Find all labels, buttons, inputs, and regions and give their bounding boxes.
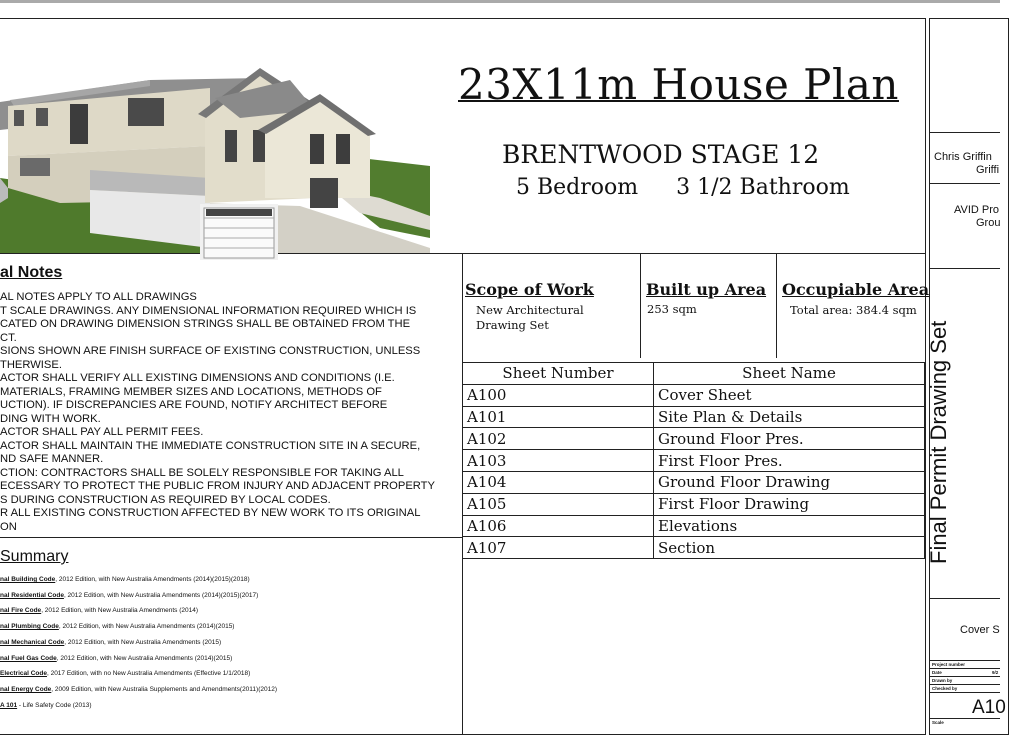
code-name: nal Energy Code — [0, 685, 52, 693]
note-line: CATED ON DRAWING DIMENSION STRINGS SHALL BE OBTAINED FROM THE — [0, 318, 411, 330]
tb-divider-5 — [929, 660, 1000, 661]
note-line: CTION: CONTRACTORS SHALL BE SOLELY RESPONSIBLE FOR TAKING ALL — [0, 466, 404, 479]
note-line: CT. — [0, 331, 17, 344]
note-line: SIONS SHOWN ARE FINISH SURFACE OF EXISTING CONSTRUCTION, UNLESS — [0, 345, 421, 357]
house-render-image — [0, 38, 430, 253]
note-line: ACTOR SHALL VERIFY ALL EXISTING DIMENSIONS AND CONDITIONS (I.E. — [0, 372, 395, 384]
tb-divider-6 — [929, 668, 1000, 669]
code-desc: , 2012 Edition, with New Australia Amendments (2014)(2015)(2018) — [55, 576, 250, 583]
note-line: MATERIALS, FRAMING MEMBER SIZES AND LOCATIONS, METHODS OF — [0, 385, 382, 398]
sheet-name: Ground Floor Pres. — [654, 428, 925, 450]
table-row — [463, 515, 925, 537]
code-item — [0, 666, 460, 682]
house-render-svg — [0, 38, 430, 253]
divider-area — [776, 253, 777, 358]
note-line: ACTOR SHALL PAY ALL PERMIT FEES. — [0, 426, 204, 438]
column-header-number: Sheet Number — [463, 363, 654, 385]
bedroom-count: 5 Bedroom — [516, 175, 639, 200]
divider-scope — [640, 253, 641, 358]
occupiable-area-title: Occupiable Area — [782, 280, 930, 299]
general-notes-title: al Notes — [0, 264, 63, 281]
table-row — [463, 493, 925, 515]
code-desc: , 2009 Edition, with New Australia Supplements and Amendments(2011)(2012) — [51, 685, 278, 693]
code-name: nal Mechanical Code — [0, 638, 65, 646]
sheet-number: A100 — [463, 384, 654, 406]
sheet-index-table — [462, 362, 925, 559]
code-desc: , 2017 Edition, with no New Australia Amendments (Effective 1/1/2018) — [46, 670, 251, 678]
note-line: R ALL EXISTING CONSTRUCTION AFFECTED BY NEW WORK TO ITS ORIGINAL — [0, 507, 421, 519]
note-line: DING WITH WORK. — [0, 412, 101, 425]
sheet-number: A102 — [463, 428, 654, 450]
code-name: A 101 — [0, 701, 18, 709]
code-summary-title: Summary — [0, 548, 69, 565]
sheet-number: A103 — [463, 450, 654, 472]
project-subtitle: BRENTWOOD STAGE 12 — [502, 140, 820, 169]
page-title: 23X11m House Plan — [458, 60, 899, 109]
sheet-number: A107 — [463, 537, 654, 559]
code-item — [0, 588, 460, 604]
code-name: nal Plumbing Code — [0, 623, 59, 631]
code-item — [0, 635, 460, 651]
sheet-name: Site Plan & Details — [654, 406, 925, 428]
table-row — [463, 537, 925, 559]
room-summary — [516, 175, 850, 200]
table-row — [463, 471, 925, 493]
sheet-number: A101 — [463, 406, 654, 428]
sheet-number: A106 — [463, 515, 654, 537]
table-row — [463, 428, 925, 450]
sheet-title: Cover S — [960, 624, 1000, 636]
tb-divider-2 — [929, 183, 1000, 184]
code-desc: , 2012 Edition, with New Australia Amendments (2015) — [64, 638, 222, 646]
top-edge-line — [0, 0, 1000, 3]
general-notes-list — [0, 291, 460, 534]
note-line: ND SAFE MANNER. — [0, 453, 104, 465]
designer-name: Chris Griffin — [934, 151, 992, 163]
divider-notes — [0, 537, 462, 538]
code-name: nal Fuel Gas Code — [0, 654, 57, 662]
code-summary-list — [0, 572, 460, 713]
field-scale: Scale — [932, 720, 944, 725]
table-header-row — [463, 363, 925, 385]
tb-divider-8 — [929, 684, 1000, 685]
field-checked-by: Checked by — [932, 686, 958, 691]
scope-line-2: Drawing Set — [476, 318, 549, 332]
note-line: AL NOTES APPLY TO ALL DRAWINGS — [0, 291, 197, 303]
built-area-value: 253 sqm — [647, 302, 697, 316]
note-line: T SCALE DRAWINGS. ANY DIMENSIONAL INFORMATION REQUIRED WHICH IS — [0, 304, 417, 317]
table-row — [463, 450, 925, 472]
sheet-number: A104 — [463, 471, 654, 493]
code-item — [0, 682, 460, 698]
scope-line-1: New Architectural — [476, 303, 584, 317]
note-line: ON — [0, 520, 17, 533]
code-name: nal Residential Code — [0, 591, 64, 599]
tb-divider-3 — [929, 268, 1000, 269]
drawing-set-label: Final Permit Drawing Set — [926, 320, 951, 564]
table-row — [463, 406, 925, 428]
company-name: AVID Pro — [954, 204, 1000, 216]
scope-text — [476, 303, 584, 333]
sheet-name: Ground Floor Drawing — [654, 471, 925, 493]
note-line: ECESSARY TO PROTECT THE PUBLIC FROM INJURY AND ADJACENT PROPERTY — [0, 480, 435, 492]
divider-header — [0, 253, 926, 254]
code-desc: , 2012 Edition, with New Australia Amendments (2014) — [41, 607, 198, 615]
sheet-name: Elevations — [654, 515, 925, 537]
code-desc: , 2012 Edition, with New Australia Amendments (2014)(2015) — [58, 623, 235, 631]
built-area-title: Built up Area — [646, 280, 767, 299]
tb-divider-9 — [929, 692, 1000, 693]
sheet-name: First Floor Drawing — [654, 493, 925, 515]
field-date-value: 9/2 — [992, 670, 999, 675]
table-row — [463, 384, 925, 406]
tb-divider-4 — [929, 598, 1000, 599]
field-drawn-by: Drawn by — [932, 678, 953, 683]
code-name: nal Building Code — [0, 576, 56, 583]
tb-divider-1 — [929, 132, 1000, 133]
code-item — [0, 651, 460, 667]
note-line: THERWISE. — [0, 358, 62, 371]
note-line: UCTION). IF DISCREPANCIES ARE FOUND, NOTIFY ARCHITECT BEFORE — [0, 399, 388, 411]
sheet-number: A105 — [463, 493, 654, 515]
field-project-number: Project number — [932, 662, 966, 667]
sheet-name: Cover Sheet — [654, 384, 925, 406]
bathroom-count: 3 1/2 Bathroom — [676, 175, 850, 200]
code-item — [0, 572, 460, 588]
field-date: Date — [932, 670, 942, 675]
code-item — [0, 619, 460, 635]
code-item — [0, 603, 460, 619]
code-name: Electrical Code — [0, 670, 47, 678]
scope-title: Scope of Work — [465, 280, 594, 299]
tb-divider-7 — [929, 676, 1000, 677]
sheet-number-label: A10 — [972, 697, 1006, 718]
code-item — [0, 698, 460, 714]
code-desc: , 2012 Edition, with New Australia Amendments (2014)(2015)(2017) — [63, 591, 259, 599]
sheet-name: Section — [654, 537, 925, 559]
code-desc: , 2012 Edition, with New Australia Amendments (2014)(2015) — [56, 654, 233, 662]
sheet-name: First Floor Pres. — [654, 450, 925, 472]
designer-name-2: Griffi — [976, 164, 1000, 176]
occupiable-area-value: Total area: 384.4 sqm — [790, 303, 917, 317]
code-name: nal Fire Code — [0, 607, 42, 615]
note-line: ACTOR SHALL MAINTAIN THE IMMEDIATE CONSTRUCTION SITE IN A SECURE, — [0, 439, 421, 452]
column-header-name: Sheet Name — [654, 363, 925, 385]
code-desc: - Life Safety Code (2013) — [17, 701, 92, 709]
note-line: S DURING CONSTRUCTION AS REQUIRED BY LOCAL CODES. — [0, 493, 331, 506]
company-name-2: Grou — [976, 217, 1001, 229]
